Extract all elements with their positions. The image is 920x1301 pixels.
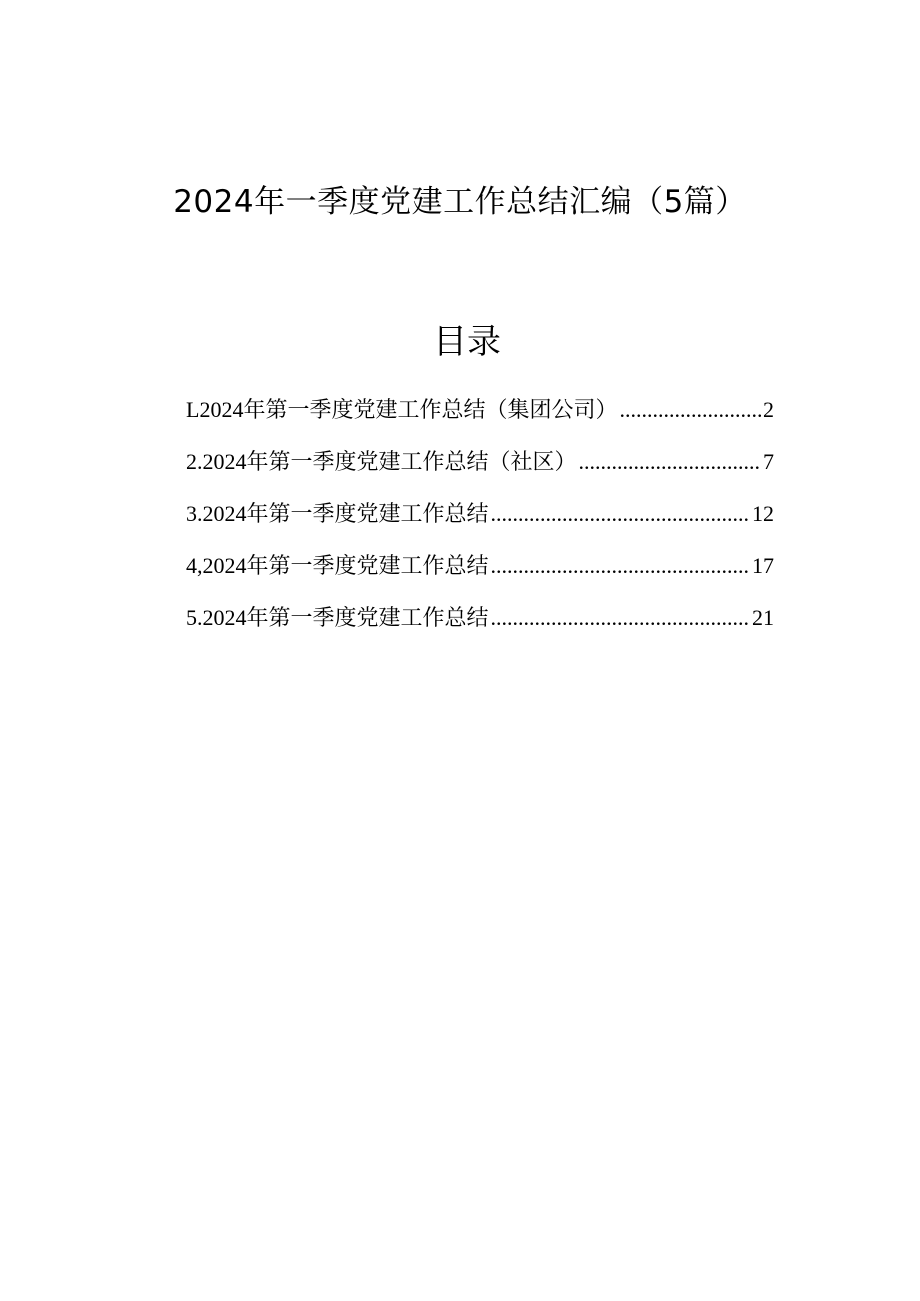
toc-entry-page: 12 [752, 501, 774, 526]
toc-entry-3[interactable] [186, 496, 774, 548]
toc-entry-5[interactable] [186, 600, 774, 652]
toc-leader-dots [579, 444, 761, 480]
document-title: 2024年一季度党建工作总结汇编（5篇） [173, 184, 747, 220]
toc-entry-prefix: 2.2024 [186, 449, 247, 474]
toc-leader-dots [619, 392, 761, 428]
toc-entry-page: 7 [763, 449, 774, 474]
toc-entry-prefix: 5.2024 [186, 605, 247, 630]
toc-entry-title [186, 444, 577, 481]
toc-entry-prefix: L2024 [186, 397, 244, 422]
toc-entry-prefix: 4,2024 [186, 553, 247, 578]
toc-entry-page: 2 [763, 397, 774, 422]
toc-entry-title [186, 496, 489, 533]
table-of-contents [186, 392, 774, 652]
toc-entry-prefix: 3.2024 [186, 501, 247, 526]
toc-entry-label: 年第一季度党建工作总结（社区） [246, 450, 577, 475]
toc-entry-title [186, 600, 489, 637]
toc-entry-label: 年第一季度党建工作总结（集团公司） [243, 398, 618, 423]
toc-entry-label: 年第一季度党建工作总结 [246, 606, 489, 631]
toc-entry-title [186, 548, 489, 585]
toc-entry-page: 21 [752, 605, 774, 630]
toc-leader-dots [491, 548, 750, 584]
toc-leader-dots [491, 496, 750, 532]
toc-entry-2[interactable] [186, 444, 774, 496]
toc-entry-label: 年第一季度党建工作总结 [246, 502, 489, 527]
toc-heading: 目录 [433, 322, 501, 362]
toc-leader-dots [491, 600, 750, 636]
toc-entry-page: 17 [752, 553, 774, 578]
toc-entry-1[interactable] [186, 392, 774, 444]
toc-entry-label: 年第一季度党建工作总结 [246, 554, 489, 579]
toc-entry-title [186, 392, 617, 429]
toc-entry-4[interactable] [186, 548, 774, 600]
